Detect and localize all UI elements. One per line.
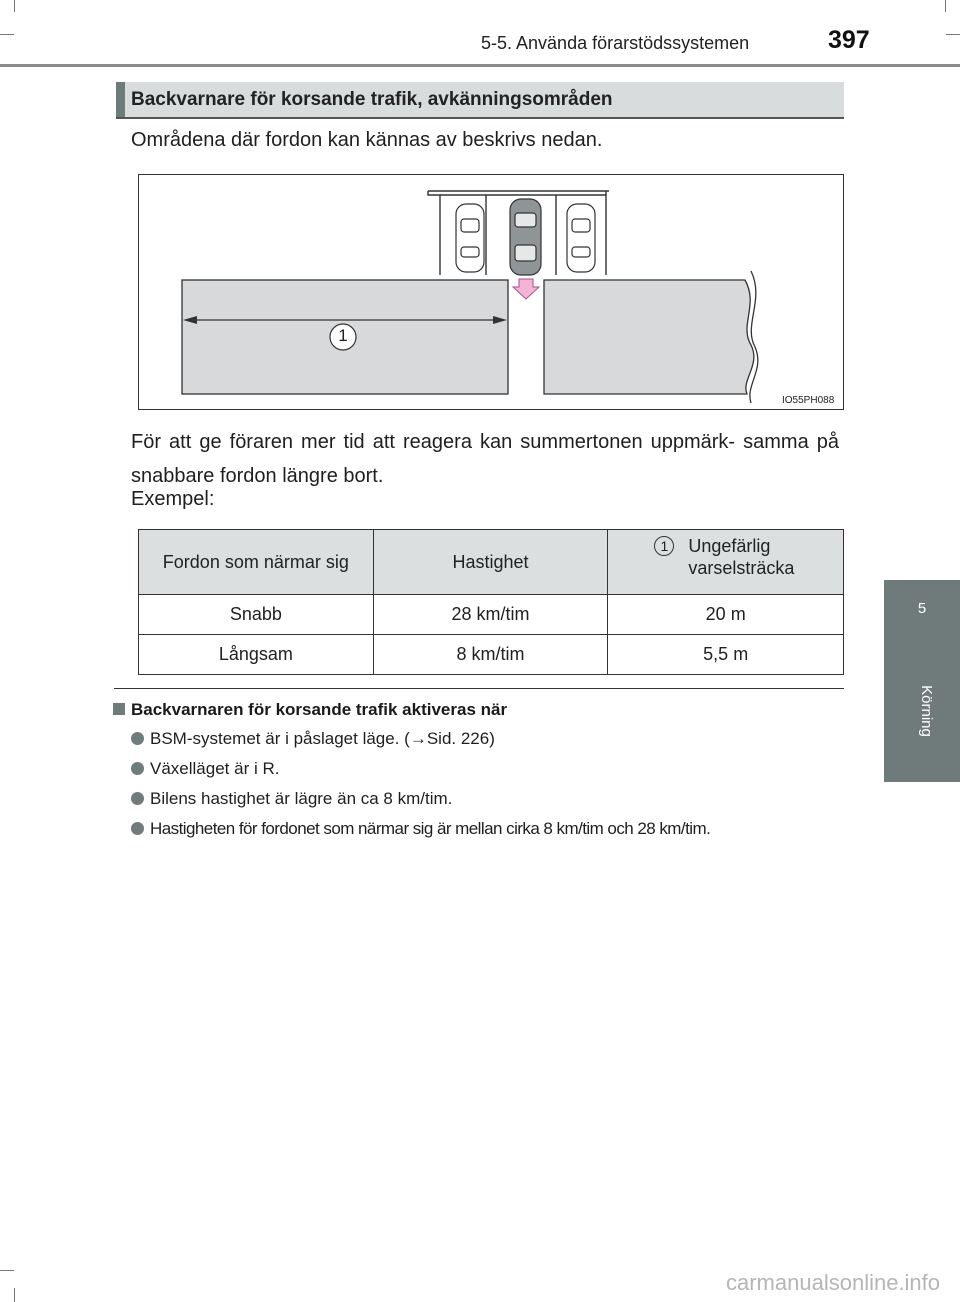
table-header-row [139, 530, 844, 595]
crop-mark [0, 34, 14, 35]
distance-header-text [688, 535, 794, 579]
table-cell: Snabb [139, 595, 374, 635]
crop-mark [945, 0, 946, 12]
bullet-dot-icon [131, 732, 144, 745]
chapter-number: 5 [917, 600, 927, 617]
list-item-text: Växelläget är i R. [150, 759, 280, 778]
table-cell: Långsam [139, 635, 374, 675]
section-heading-accent [116, 82, 125, 117]
list-item [131, 789, 452, 809]
notes-heading-text: Backvarnaren för korsande trafik aktiveras när [131, 700, 508, 719]
table-header-cell-distance [608, 530, 844, 595]
detection-area-illustration [139, 175, 845, 411]
list-item-text: Bilens hastighet är lägre än ca 8 km/tim. [150, 789, 453, 808]
detection-area-right [544, 280, 754, 394]
example-table [138, 529, 844, 675]
list-item [131, 819, 710, 839]
distance-header-line1: Ungefärlig [688, 536, 771, 556]
watermark-text: carmanualsonline.info [726, 1270, 941, 1295]
bullet-dot-icon [131, 792, 144, 805]
notes-heading [113, 700, 507, 720]
page-number: 397 [828, 26, 870, 54]
section-heading-title: Backvarnare för korsande trafik, avkänningsområden [131, 89, 613, 110]
chapter-tab [884, 580, 960, 782]
table-cell: 20 m [608, 595, 844, 635]
list-item [131, 729, 495, 749]
crop-mark [14, 1288, 15, 1302]
table-cell: 8 km/tim [373, 635, 608, 675]
chapter-title-box [903, 671, 943, 751]
section-heading [116, 82, 844, 119]
distance-header-line2: varselsträcka [688, 558, 795, 578]
crop-mark [946, 34, 960, 35]
table-header-cell: Fordon som närmar sig [139, 530, 374, 595]
explanation-paragraph: För att ge föraren mer tid att reagera kan summertonen uppmärk- samma på snabbare fordon längre bort. [131, 431, 839, 487]
chapter-title: Körning [918, 685, 935, 737]
table-row [139, 595, 844, 635]
table-header-cell: Hastighet [373, 530, 608, 595]
detection-area-figure [138, 174, 844, 410]
example-label: Exempel: [131, 488, 215, 510]
bullet-dot-icon [131, 762, 144, 775]
table-cell: 28 km/tim [373, 595, 608, 635]
table-row [139, 635, 844, 675]
intro-text: Områdena där fordon kan kännas av beskrivs nedan. [131, 129, 603, 151]
square-bullet-icon [113, 703, 125, 715]
running-header-title: 5-5. Använda förarstödssystemen [481, 33, 750, 53]
list-item [131, 759, 279, 779]
list-item-text: Hastigheten för fordonet som närmar sig är mellan cirka 8 km/tim och 28 km/tim. [150, 819, 711, 838]
table-cell: 5,5 m [608, 635, 844, 675]
notes-divider [114, 688, 844, 689]
figure-code: IO55PH088 [782, 395, 835, 406]
crop-mark [14, 0, 15, 12]
list-item-text: BSM-systemet är i påslaget läge. (→Sid. 226) [150, 729, 495, 748]
crop-mark [0, 1270, 14, 1271]
figure-callout-number: 1 [338, 326, 348, 345]
table-callout-number: 1 [654, 536, 674, 556]
header-rule [0, 64, 960, 67]
bullet-dot-icon [131, 822, 144, 835]
